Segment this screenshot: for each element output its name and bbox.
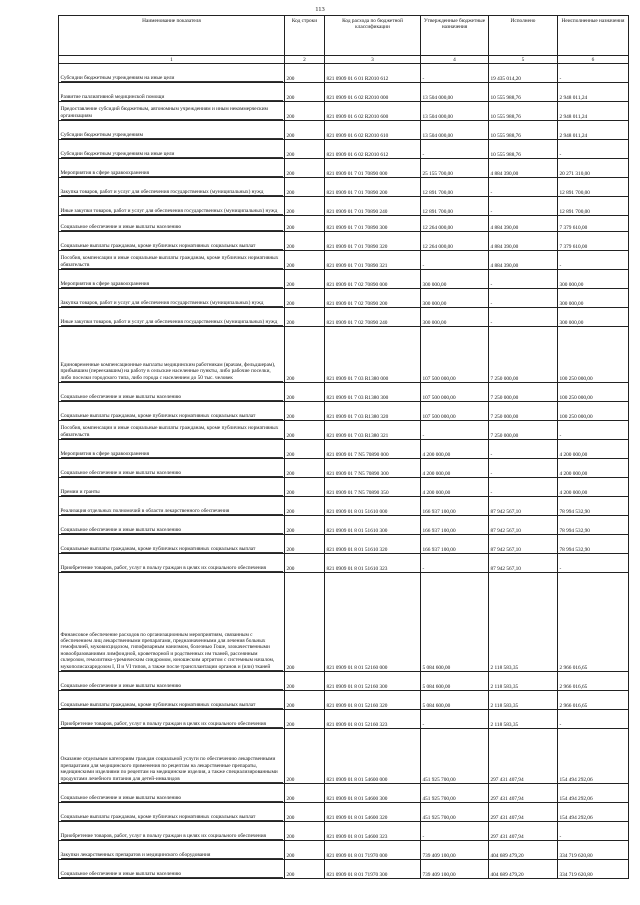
row-unexecuted: 4 200 000,00	[558, 459, 629, 478]
row-approved: 4 200 000,00	[421, 478, 489, 497]
row-name-text: Мероприятия в сфере здравоохранения	[61, 170, 283, 177]
row-approved: 12 891 700,00	[421, 197, 489, 216]
row-classification: 821 0909 01 7 N5 70890 300	[325, 459, 421, 478]
row-classification: 821 0909 01 8 01 54600 323	[325, 822, 421, 841]
row-name-text: Закупка товаров, работ и услуг для обеспечения государственных (муниципальных) нужд	[61, 189, 283, 196]
row-name	[59, 270, 285, 289]
row-unexecuted: 12 891 700,00	[558, 178, 629, 197]
row-unexecuted: 334 719 620,80	[558, 860, 629, 879]
row-code: 200	[285, 232, 325, 251]
row-name	[59, 121, 285, 140]
table-row	[59, 784, 629, 803]
row-code: 200	[285, 83, 325, 102]
row-executed: 87 942 567,10	[489, 554, 558, 573]
row-name	[59, 83, 285, 102]
row-executed: 297 431 407,94	[489, 822, 558, 841]
row-executed: -	[489, 270, 558, 289]
row-classification: 821 0909 01 8 01 51610 320	[325, 535, 421, 554]
row-classification: 821 0909 01 7 03 R1380 321	[325, 421, 421, 440]
row-executed: 297 431 407,94	[489, 803, 558, 822]
row-approved: 451 925 700,00	[421, 803, 489, 822]
row-executed: 87 942 567,10	[489, 497, 558, 516]
row-name-text: Социальное обеспечение и иные выплаты населению	[61, 527, 283, 534]
row-name-text: Предоставление субсидий бюджетным, автономным учреждениям и иным некоммерческим организациям	[61, 106, 283, 120]
table-row	[59, 860, 629, 879]
row-classification: 821 0909 01 8 01 54600 320	[325, 803, 421, 822]
row-code: 200	[285, 535, 325, 554]
table-row	[59, 327, 629, 383]
row-classification: 821 0909 01 8 01 71970 300	[325, 860, 421, 879]
row-approved: 739 409 100,00	[421, 860, 489, 879]
row-executed: -	[489, 459, 558, 478]
row-name-text: Пособия, компенсации и иные социальные выплаты гражданам, кроме публичных нормативных обязательств	[61, 425, 283, 439]
table-row	[59, 672, 629, 691]
table-row	[59, 64, 629, 83]
row-unexecuted: 7 379 610,00	[558, 216, 629, 232]
table-row	[59, 440, 629, 459]
row-name	[59, 440, 285, 459]
row-name	[59, 102, 285, 121]
row-unexecuted: 78 994 532,90	[558, 516, 629, 535]
row-name	[59, 178, 285, 197]
row-executed: 404 689 479,20	[489, 841, 558, 860]
row-unexecuted: 12 891 700,00	[558, 197, 629, 216]
row-unexecuted: 100 250 000,00	[558, 327, 629, 383]
row-name	[59, 841, 285, 860]
row-unexecuted: 2 966 016,65	[558, 672, 629, 691]
row-approved: 300 000,00	[421, 270, 489, 289]
row-name	[59, 478, 285, 497]
row-approved: 300 000,00	[421, 289, 489, 308]
row-name-text: Социальное обеспечение и иные выплаты населению	[61, 470, 283, 477]
row-name-text: Социальное обеспечение и иные выплаты населению	[61, 795, 283, 802]
row-executed: 7 250 000,00	[489, 383, 558, 402]
row-unexecuted: 154 494 292,06	[558, 803, 629, 822]
row-approved: 451 925 700,00	[421, 729, 489, 784]
row-unexecuted: 78 994 532,90	[558, 497, 629, 516]
row-unexecuted: 100 250 000,00	[558, 383, 629, 402]
row-executed: 2 118 583,35	[489, 672, 558, 691]
row-code: 200	[285, 178, 325, 197]
header-unexecuted: Неисполненные назначения	[558, 16, 629, 56]
row-unexecuted: 2 948 011,24	[558, 102, 629, 121]
row-code: 200	[285, 440, 325, 459]
column-number: 2	[285, 56, 325, 64]
row-executed: 10 555 988,76	[489, 121, 558, 140]
row-unexecuted: 300 000,00	[558, 308, 629, 327]
row-classification: 821 0909 01 8 01 52160 320	[325, 691, 421, 710]
row-approved: 13 504 000,00	[421, 83, 489, 102]
column-number-row	[59, 56, 629, 64]
row-name-text: Социальное обеспечение и иные выплаты населению	[61, 394, 283, 401]
header-executed: Исполнено	[489, 16, 558, 56]
row-name-text: Субсидии бюджетным учреждениям	[61, 132, 283, 139]
row-name	[59, 573, 285, 672]
row-approved: 12 891 700,00	[421, 178, 489, 197]
row-name	[59, 497, 285, 516]
table-row	[59, 216, 629, 232]
row-executed: 4 884 390,00	[489, 216, 558, 232]
row-name-text: Премии и гранты	[61, 489, 283, 496]
row-name-text: Социальное обеспечение и иные выплаты населению	[61, 224, 283, 231]
row-code: 200	[285, 478, 325, 497]
table-row	[59, 729, 629, 784]
row-name-text: Социальные выплаты гражданам, кроме публичных нормативных социальных выплат	[61, 546, 283, 553]
table-row	[59, 421, 629, 440]
row-name-text: Субсидии бюджетным учреждениям на иные цели	[61, 151, 283, 158]
row-classification: 821 0909 01 8 01 52160 300	[325, 672, 421, 691]
row-executed: 4 884 390,00	[489, 251, 558, 270]
row-code: 200	[285, 459, 325, 478]
row-approved: -	[421, 251, 489, 270]
row-classification: 821 0909 01 8 01 51610 323	[325, 554, 421, 573]
row-classification: 821 0909 01 7 01 70890 320	[325, 232, 421, 251]
row-name-text: Оказание отдельным категориям граждан социальной услуги по обеспечению лекарственными препаратами для медицинского применения по рецептам на лекарственные препараты, медицинскими изделиями по рецептам на медицинские изделия, а также специализированными продуктами лечебного питания для детей-инвалидов	[61, 756, 283, 783]
row-code: 200	[285, 421, 325, 440]
row-executed: 10 555 988,76	[489, 140, 558, 159]
row-code: 200	[285, 497, 325, 516]
row-executed: 7 250 000,00	[489, 327, 558, 383]
row-approved: -	[421, 554, 489, 573]
page-number: 113	[315, 6, 325, 13]
row-unexecuted: 154 494 292,06	[558, 784, 629, 803]
row-approved: 5 084 600,00	[421, 672, 489, 691]
row-code: 200	[285, 251, 325, 270]
row-unexecuted: 4 200 000,00	[558, 478, 629, 497]
row-classification: 821 0909 01 7 02 70890 200	[325, 289, 421, 308]
row-approved: 12 264 000,00	[421, 232, 489, 251]
row-approved: -	[421, 140, 489, 159]
row-classification: 821 0909 01 7 01 70890 240	[325, 197, 421, 216]
row-code: 200	[285, 860, 325, 879]
column-number: 6	[558, 56, 629, 64]
row-code: 200	[285, 691, 325, 710]
row-executed: 19 435 014,20	[489, 64, 558, 83]
column-number: 3	[325, 56, 421, 64]
row-approved: 166 937 100,00	[421, 516, 489, 535]
row-name-text: Социальные выплаты гражданам, кроме публичных нормативных социальных выплат	[61, 243, 283, 250]
table-row	[59, 289, 629, 308]
row-name	[59, 691, 285, 710]
row-executed: 404 689 479,20	[489, 860, 558, 879]
row-code: 200	[285, 784, 325, 803]
row-executed: 7 250 000,00	[489, 402, 558, 421]
row-name	[59, 710, 285, 729]
row-unexecuted: 100 250 000,00	[558, 402, 629, 421]
row-name-text: Мероприятия в сфере здравоохранения	[61, 451, 283, 458]
row-approved: 5 084 600,00	[421, 573, 489, 672]
budget-execution-table	[58, 15, 629, 879]
row-code: 200	[285, 516, 325, 535]
row-name-text: Пособия, компенсации и иные социальные выплаты гражданам, кроме публичных нормативных обязательств	[61, 255, 283, 269]
row-name	[59, 822, 285, 841]
table-row	[59, 803, 629, 822]
row-classification: 821 0909 01 7 01 70890 300	[325, 216, 421, 232]
row-name	[59, 197, 285, 216]
table-row	[59, 478, 629, 497]
row-classification: 821 0909 01 7 02 70890 240	[325, 308, 421, 327]
row-name-text: Реализация отдельных полномочий в области лекарственного обеспечения	[61, 508, 283, 515]
row-executed: 4 884 390,00	[489, 232, 558, 251]
table-row	[59, 178, 629, 197]
table-row	[59, 554, 629, 573]
row-unexecuted: 2 966 016,65	[558, 573, 629, 672]
row-name-text: Социальное обеспечение и иные выплаты населению	[61, 871, 283, 878]
row-classification: 821 0909 01 8 01 51610 300	[325, 516, 421, 535]
row-classification: 821 0909 01 7 02 70890 000	[325, 270, 421, 289]
row-unexecuted: -	[558, 710, 629, 729]
row-unexecuted: -	[558, 64, 629, 83]
row-unexecuted: 300 000,00	[558, 270, 629, 289]
table-row	[59, 197, 629, 216]
row-code: 200	[285, 573, 325, 672]
row-unexecuted: -	[558, 251, 629, 270]
row-classification: 821 0909 01 8 01 54600 300	[325, 784, 421, 803]
row-unexecuted: 334 719 620,80	[558, 841, 629, 860]
row-approved: 13 504 000,00	[421, 102, 489, 121]
row-unexecuted: 78 994 532,90	[558, 535, 629, 554]
header-approved: Утвержденные бюджетные назначения	[421, 16, 489, 56]
table-row	[59, 822, 629, 841]
row-unexecuted: 2 966 016,65	[558, 691, 629, 710]
row-classification: 821 0909 01 7 01 70890 321	[325, 251, 421, 270]
table-row	[59, 102, 629, 121]
row-name-text: Приобретение товаров, работ, услуг в пользу граждан в целях их социального обеспечения	[61, 721, 283, 728]
row-executed: -	[489, 478, 558, 497]
table-row	[59, 383, 629, 402]
row-classification: 821 0909 01 8 01 52160 000	[325, 573, 421, 672]
table-row	[59, 535, 629, 554]
row-executed: 297 431 407,94	[489, 784, 558, 803]
row-executed: 297 431 407,94	[489, 729, 558, 784]
row-unexecuted: 154 494 292,06	[558, 729, 629, 784]
row-executed: -	[489, 440, 558, 459]
row-code: 200	[285, 327, 325, 383]
row-name-text: Иные закупки товаров, работ и услуг для обеспечения государственных (муниципальных) нужд	[61, 208, 283, 215]
table-row	[59, 251, 629, 270]
row-unexecuted: 2 948 011,24	[558, 121, 629, 140]
row-classification: 821 0909 01 7 01 70890 200	[325, 178, 421, 197]
table-row	[59, 497, 629, 516]
row-classification: 821 0909 01 8 01 71970 000	[325, 841, 421, 860]
row-approved: 4 200 000,00	[421, 440, 489, 459]
row-classification: 821 0909 01 7 01 70890 000	[325, 159, 421, 178]
row-approved: 451 925 700,00	[421, 784, 489, 803]
table-body	[59, 64, 629, 879]
table-row	[59, 159, 629, 178]
row-name-text: Приобретение товаров, работ, услуг в пользу граждан в целях их социального обеспечения	[61, 565, 283, 572]
row-unexecuted: 300 000,00	[558, 289, 629, 308]
row-approved: 25 155 700,00	[421, 159, 489, 178]
row-executed: -	[489, 178, 558, 197]
row-unexecuted: 7 379 610,00	[558, 232, 629, 251]
row-classification: 821 0909 01 8 01 51610 000	[325, 497, 421, 516]
row-name	[59, 216, 285, 232]
row-unexecuted: -	[558, 421, 629, 440]
row-approved: -	[421, 710, 489, 729]
row-code: 200	[285, 710, 325, 729]
row-code: 200	[285, 841, 325, 860]
table-row	[59, 710, 629, 729]
row-classification: 821 0909 01 8 01 52160 323	[325, 710, 421, 729]
row-classification: 821 0909 01 6 02 R2010 000	[325, 83, 421, 102]
row-code: 200	[285, 197, 325, 216]
row-classification: 821 0909 01 7 03 R1380 000	[325, 327, 421, 383]
row-name	[59, 860, 285, 879]
table-row	[59, 83, 629, 102]
table-row	[59, 140, 629, 159]
row-executed: 2 118 583,35	[489, 573, 558, 672]
column-number: 5	[489, 56, 558, 64]
row-name	[59, 803, 285, 822]
column-number: 1	[59, 56, 285, 64]
row-unexecuted: -	[558, 140, 629, 159]
row-code: 200	[285, 270, 325, 289]
row-name	[59, 383, 285, 402]
row-name	[59, 421, 285, 440]
row-executed: -	[489, 289, 558, 308]
row-unexecuted: -	[558, 554, 629, 573]
row-name	[59, 159, 285, 178]
row-code: 200	[285, 803, 325, 822]
row-executed: 7 250 000,00	[489, 421, 558, 440]
row-code: 200	[285, 159, 325, 178]
row-name	[59, 459, 285, 478]
row-executed: 2 118 583,35	[489, 691, 558, 710]
row-unexecuted: -	[558, 822, 629, 841]
row-approved: 4 200 000,00	[421, 459, 489, 478]
row-name	[59, 251, 285, 270]
row-approved: 166 937 100,00	[421, 535, 489, 554]
header-classification: Код расхода по бюджетной классификации	[325, 16, 421, 56]
table-row	[59, 841, 629, 860]
row-name	[59, 64, 285, 83]
row-approved: 5 084 600,00	[421, 691, 489, 710]
row-name	[59, 327, 285, 383]
row-name-text: Приобретение товаров, работ, услуг в пользу граждан в целях их социального обеспечения	[61, 833, 283, 840]
row-code: 200	[285, 554, 325, 573]
row-approved: 739 409 100,00	[421, 841, 489, 860]
row-name-text: Закупки лекарственных препаратов и медицинского оборудования	[61, 852, 283, 859]
row-name	[59, 784, 285, 803]
row-executed: 87 942 567,10	[489, 516, 558, 535]
row-name	[59, 554, 285, 573]
row-code: 200	[285, 383, 325, 402]
row-executed: 2 118 583,35	[489, 710, 558, 729]
row-name-text: Мероприятия в сфере здравоохранения	[61, 281, 283, 288]
row-code: 200	[285, 308, 325, 327]
row-name	[59, 308, 285, 327]
row-code: 200	[285, 64, 325, 83]
row-name	[59, 402, 285, 421]
row-name-text: Единовременные компенсационные выплаты медицинским работникам (врачам, фельдшерам), прибывшим (переехавшим) на работу в сельские населенные пункты, либо рабочие поселки, либо поселки городского типа, либо города с населением до 50 тыс. человек	[61, 362, 283, 382]
row-executed: 10 555 988,76	[489, 102, 558, 121]
row-approved: 107 500 000,00	[421, 402, 489, 421]
row-approved: 12 264 000,00	[421, 216, 489, 232]
row-unexecuted: 20 271 310,00	[558, 159, 629, 178]
row-name-text: Социальное обеспечение и иные выплаты населению	[61, 683, 283, 690]
table-row	[59, 516, 629, 535]
row-name-text: Социальные выплаты гражданам, кроме публичных нормативных социальных выплат	[61, 702, 283, 709]
row-name-text: Иные закупки товаров, работ и услуг для обеспечения государственных (муниципальных) нужд	[61, 319, 283, 326]
row-classification: 821 0909 01 6 02 R2010 600	[325, 102, 421, 121]
row-name-text: Закупка товаров, работ и услуг для обеспечения государственных (муниципальных) нужд	[61, 300, 283, 307]
row-name	[59, 232, 285, 251]
row-classification: 821 0909 01 6 02 R2010 610	[325, 121, 421, 140]
row-classification: 821 0909 01 7 03 R1380 320	[325, 402, 421, 421]
row-code: 200	[285, 121, 325, 140]
row-executed: 10 555 988,76	[489, 83, 558, 102]
row-name-text: Субсидии бюджетным учреждениям на иные цели	[61, 75, 283, 82]
table-row	[59, 270, 629, 289]
row-executed: -	[489, 308, 558, 327]
row-approved: 13 504 000,00	[421, 121, 489, 140]
row-executed: 4 884 390,00	[489, 159, 558, 178]
row-code: 200	[285, 216, 325, 232]
row-classification: 821 0909 01 7 N5 70890 000	[325, 440, 421, 459]
table-row	[59, 121, 629, 140]
row-name-text: Финансовое обеспечение расходов по организационным мероприятиям, связанным с обеспечением лиц лекарственными препаратами, предназначенными для лечения больных гемофилией, муковисцидозом, гипофизарным нанизмом, болезнью Гоше, злокачественными новообразованиями лимфоидной, кроветворной и родственных им тканей, рассеянным склерозом, гемолитико-уремическим синдромом, юношеским артритом с системным началом, мукополисахаридозом I, II и VI типов, а также после трансплантации органов и (или) тканей	[61, 632, 283, 671]
row-classification: 821 0909 01 6 02 R2010 612	[325, 140, 421, 159]
row-approved: -	[421, 822, 489, 841]
header-name: Наименование показателя	[59, 16, 285, 56]
row-executed: 87 942 567,10	[489, 535, 558, 554]
row-code: 200	[285, 402, 325, 421]
row-name	[59, 535, 285, 554]
row-classification: 821 0909 01 6 01 R2010 612	[325, 64, 421, 83]
row-code: 200	[285, 289, 325, 308]
table-row	[59, 573, 629, 672]
table-row	[59, 232, 629, 251]
row-code: 200	[285, 672, 325, 691]
row-unexecuted: 2 948 011,24	[558, 83, 629, 102]
row-classification: 821 0909 01 7 03 R1380 300	[325, 383, 421, 402]
row-approved: 107 500 000,00	[421, 327, 489, 383]
row-name	[59, 140, 285, 159]
row-name-text: Развитие паллиативной медицинской помощи	[61, 94, 283, 101]
row-code: 200	[285, 729, 325, 784]
table-row	[59, 402, 629, 421]
column-number: 4	[421, 56, 489, 64]
table-row	[59, 459, 629, 478]
row-classification: 821 0909 01 8 01 54600 000	[325, 729, 421, 784]
row-approved: 166 937 100,00	[421, 497, 489, 516]
row-classification: 821 0909 01 7 N5 70890 350	[325, 478, 421, 497]
row-name	[59, 289, 285, 308]
row-name-text: Социальные выплаты гражданам, кроме публичных нормативных социальных выплат	[61, 814, 283, 821]
header-row	[59, 16, 629, 56]
row-code: 200	[285, 140, 325, 159]
table-row	[59, 691, 629, 710]
row-approved: 300 000,00	[421, 308, 489, 327]
row-code: 200	[285, 102, 325, 121]
row-approved: -	[421, 64, 489, 83]
row-name	[59, 672, 285, 691]
row-code: 200	[285, 822, 325, 841]
row-name-text: Социальные выплаты гражданам, кроме публичных нормативных социальных выплат	[61, 413, 283, 420]
row-executed: -	[489, 197, 558, 216]
row-approved: 107 500 000,00	[421, 383, 489, 402]
table-row	[59, 308, 629, 327]
header-code: Код строки	[285, 16, 325, 56]
row-unexecuted: 4 200 000,00	[558, 440, 629, 459]
row-name	[59, 729, 285, 784]
row-name	[59, 516, 285, 535]
row-approved: -	[421, 421, 489, 440]
